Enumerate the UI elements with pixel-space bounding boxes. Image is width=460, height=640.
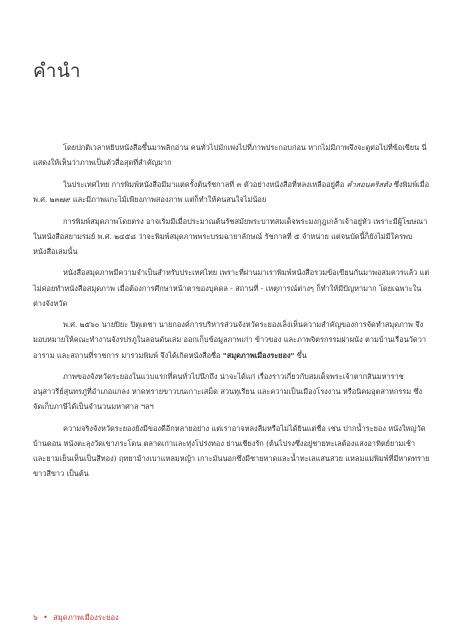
page-footer xyxy=(33,612,119,624)
paragraph xyxy=(33,369,430,414)
paragraph xyxy=(33,265,430,310)
bullet-separator: • xyxy=(43,613,48,622)
paragraph-text: ขึ้น xyxy=(294,350,307,360)
paragraph-text: หนังสือสมุดภาพมีความจำเป็นสำหรับประเทศไทย เพราะที่ผ่านมาเราพิมพ์หนังสือรวมข้อเขียนกันมาพอสมควรแล้ว แต่ไม่ค่อยทำหนังสือสมุดภาพ เมื่อต้องการศึกษาหน้าตาของบุคคล - สถานที่ - เหตุการณ์ต่างๆ ก็ทำให้มีปัญหามาก โดยเฉพาะในต่างจังหวัด xyxy=(33,268,430,308)
paragraph-text: ภาพของจังหวัดระยองในแวบแรกที่คนทั่วไปนึกถึง น่าจะได้แก่ เรื่องราวเกี่ยวกับสมเด็จพระเจ้าตากสินมหาราช อนุสาวรีย์สุนทรภู่ที่อำเภอแกลง หาดทรายขาวบนเกาะเสม็ด สวนทุเรียน และความเป็นเมืองโรงงาน หรือนิคมอุตสาหกรรม ซึ่งจัดเก็บภาษีได้เป็นจำนวนมหาศาล ฯลฯ xyxy=(33,372,423,412)
body-text xyxy=(33,140,430,488)
book-title-bold: "สมุดภาพเมืองระยอง" xyxy=(222,350,295,360)
paragraph xyxy=(33,421,430,481)
page-number: ๖ xyxy=(33,613,38,622)
book-title-italic: คำสอนคริสตัง xyxy=(346,179,392,189)
running-title: สมุดภาพเมืองระยอง xyxy=(53,613,119,622)
paragraph xyxy=(33,214,430,259)
paragraph-text: พ.ศ. ๒๕๖๐ นายปิยะ ปิตุเตชา นายกองค์การบริหารส่วนจังหวัดระยองเล็งเห็นความสำคัญของการจัดทำสมุดภาพ จึงมอบหมายให้คณะทำงานจังรปรภูในลอนดันเล่ม ออกเก็บข้อมูลภาพเก่า ข้าวของ และภาพจิตรกรรมฝาผนัง ตามบ้านเรือนวัดวาอาราม และสถานที่ราชการ มารวมพิมพ์ จึงได้เกิดหนังสือชื่อ xyxy=(33,320,427,360)
paragraph-text: ซึ่งพิมพ์เมื่อ พ.ศ. ๒๓๗๙ และมีภาพแกะไม้เพียงภาพสองภาพ แต่ก็ทำให้คนสนใจไม่น้อย xyxy=(33,179,430,204)
paragraph-text: ความจริงจังหวัดระยองยังมีของดีอีกหลายอย่าง แต่เราอาจหลงลืมหรือไม่ได้ยินแต่ชื่อ เช่น ปากน้ำระยอง หนังใหญ่วัดบ้านดอน หนังตะลุงวัดเขาภระโดน ตลาดเก่าและทุ่งโปร่งทอง ย่านเชียงรัก (ต้นไปรงซึ่งอยู่ชายทะเลต้องแสงอาทิตย์ยามเช้า และยามเย็นเห็นเป็นสีทอง) ฤทยาม้างเบาแหลมหญ้า เกาะมันนอกซึ่งมีชายหาดและน้ำทะเลแสนสวย แหลมแม่พิมพ์ที่มีหาดทรายขาวสีขาว เป็นต้น xyxy=(33,424,430,479)
paragraph-text: ในประเทศไทย การพิมพ์หนังสือมีมาแต่ครั้งต้นรัชกาลที่ ๓ ตัวอย่างหนังสือที่หลงเหลืออยู่คือ xyxy=(63,179,347,189)
page-title: คำนำ xyxy=(33,60,82,82)
paragraph-text: การพิมพ์สมุดภาพโดยตรง อาจเริ่มมีเมื่อประมาณต้นรัชสมัยพระบาทสมเด็จพระมงกุฎเกล้าเจ้าอยู่หัว เพราะมีผู้โฆษณาในหนังสือสยามรมย์ พ.ศ. ๒๔๕๘ ว่าจะพิมพ์สมุดภาพพระบรมฉายาลักษณ์ รัชกาลที่ ๕ จำหน่าย แต่จนบัดนี้ก็ยังไม่มีใครพบหนังสือเล่มนั้น xyxy=(33,216,428,256)
paragraph xyxy=(33,317,430,362)
paragraph xyxy=(33,140,430,170)
paragraph-text: โดยปกติเวลาหยิบหนังสือขึ้นมาพลิกอ่าน คนทั่วไปมักเพ่งไปที่ภาพประกอบก่อน หากไม่มีภาพจึงจะดูต่อไปที่ข้อเขียน นี่แสดงให้เห็นว่าภาพเป็นตัวสื่อสุดที่สำคัญมาก xyxy=(33,143,427,168)
paragraph xyxy=(33,177,430,207)
